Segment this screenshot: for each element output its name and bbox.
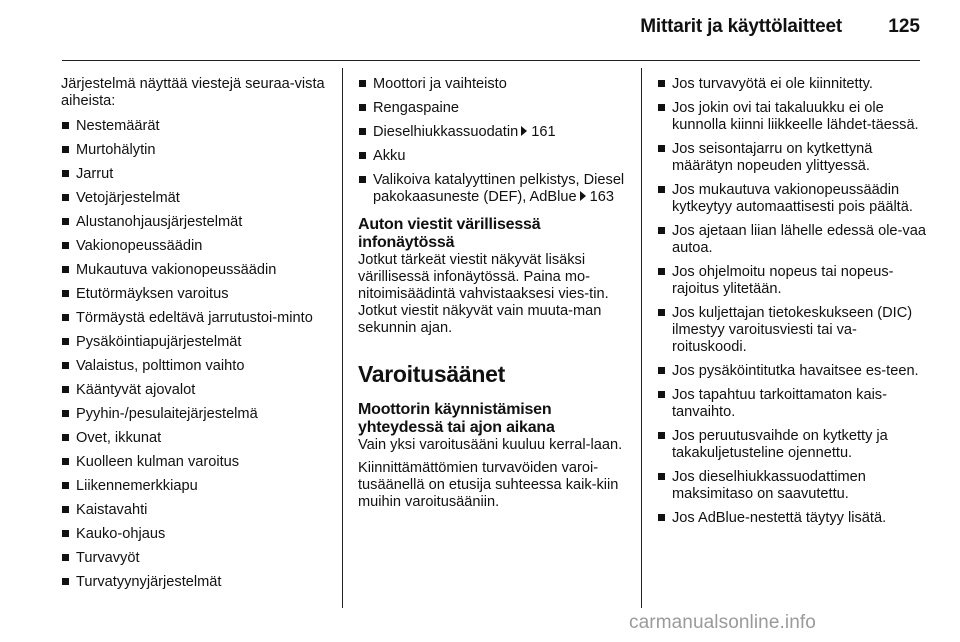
page-header [0, 0, 960, 62]
list-item: Jos mukautuva vakionopeussäädin kytkeytyy automaattisesti pois päältä. [657, 182, 927, 216]
bullet-icon [62, 170, 69, 177]
bullet-icon [62, 362, 69, 369]
page-reference-icon [580, 191, 586, 201]
list-item: Ovet, ikkunat [61, 430, 331, 447]
list-item: Etutörmäyksen varoitus [61, 286, 331, 303]
list-item: Mukautuva vakionopeussäädin [61, 262, 331, 279]
bullet-icon [62, 458, 69, 465]
list-item: Jos AdBlue-nestettä täytyy lisätä. [657, 510, 927, 527]
bullet-icon [62, 554, 69, 561]
section-heading: Varoitusäänet [358, 361, 505, 387]
list-item: Vetojärjestelmät [61, 190, 331, 207]
watermark: carmanualsonline.info [629, 612, 816, 633]
paragraph: Vain yksi varoitusääni kuuluu kerral-laan. [358, 437, 623, 453]
list-item: Vakionopeussäädin [61, 238, 331, 255]
bullet-icon [658, 104, 665, 111]
bullet-icon [359, 104, 366, 111]
page-reference[interactable]: 161 [531, 124, 556, 140]
list-item: Moottori ja vaihteisto [358, 76, 633, 93]
list-item: Jos kuljettajan tietokeskukseen (DIC) ilmestyy varoitusviesti tai va-roituskoodi. [657, 305, 927, 356]
list-item: Törmäystä edeltävä jarrutustoi-minto [61, 310, 331, 327]
list-item: Jarrut [61, 166, 331, 183]
bullet-icon [359, 128, 366, 135]
bullet-icon [62, 194, 69, 201]
list-item: Valikoiva katalyyttinen pelkistys, Diesel pakokaasuneste (DEF), AdBlue 163 [358, 172, 633, 206]
list-item: Jos jokin ovi tai takaluukku ei ole kunnolla kiinni liikkeelle lähdet-täessä. [657, 100, 927, 134]
column-divider-2 [641, 68, 642, 608]
bullet-icon [658, 227, 665, 234]
list-item: Akku [358, 148, 633, 165]
list-item: Jos turvavyötä ei ole kiinnitetty. [657, 76, 927, 93]
bullet-icon [359, 80, 366, 87]
bullet-icon [359, 176, 366, 183]
sub-heading-warning-sounds: Moottorin käynnistämisen yhteydessä tai ajon aikana [358, 401, 555, 436]
list-item: Kaistavahti [61, 502, 331, 519]
bullet-icon [658, 309, 665, 316]
paragraph: Kiinnittämättömien turvavöiden varoi-tusäänellä on etusija suhteessa kaik-kiin muihin varoitusääniin. [358, 460, 619, 510]
bullet-icon [62, 122, 69, 129]
list-item: Turvavyöt [61, 550, 331, 567]
list-item: Jos seisontajarru on kytkettynä määrätyn nopeuden ylittyessä. [657, 141, 927, 175]
bullet-icon [62, 410, 69, 417]
bullet-icon [658, 80, 665, 87]
bullet-icon [658, 432, 665, 439]
list-item: Jos ajetaan liian lähelle edessä ole-vaa autoa. [657, 223, 927, 257]
list-item: Jos dieselhiukkassuodattimen maksimitaso on saavutettu. [657, 469, 927, 503]
paragraph: Jotkut tärkeät viestit näkyvät lisäksi värillisessä infonäytössä. Paina mo-nitoimisäädintä vahvistaaksesi vies-tin. Jotkut viestit näkyvät vain muuta-man sekunnin ajan. [358, 252, 609, 336]
bullet-icon [658, 186, 665, 193]
list-item: Murtohälytin [61, 142, 331, 159]
list-item: Jos pysäköintitutka havaitsee es-teen. [657, 363, 927, 380]
list-item: Alustanohjausjärjestelmät [61, 214, 331, 231]
bullet-icon [359, 152, 366, 159]
bullet-icon [658, 391, 665, 398]
list-item: Pysäköintiapujärjestelmät [61, 334, 331, 351]
list-item: Nestemäärät [61, 118, 331, 135]
bullet-icon [62, 242, 69, 249]
bullet-icon [62, 434, 69, 441]
column-divider-1 [342, 68, 343, 608]
list-item: Jos ohjelmoitu nopeus tai nopeus-rajoitus ylitetään. [657, 264, 927, 298]
list-item: Liikennemerkkiapu [61, 478, 331, 495]
bullet-icon [62, 266, 69, 273]
page-reference-icon [521, 126, 527, 136]
list-item: Jos peruutusvaihde on kytketty ja takakuljetusteline ojennettu. [657, 428, 927, 462]
column-1 [61, 76, 331, 598]
bullet-icon [658, 367, 665, 374]
column-3 [657, 76, 927, 534]
bullet-icon [62, 386, 69, 393]
bullet-icon [62, 146, 69, 153]
bullet-icon [62, 218, 69, 225]
bullet-icon [62, 482, 69, 489]
bullet-icon [62, 290, 69, 297]
bullet-icon [62, 530, 69, 537]
page-title: Mittarit ja käyttölaitteet [640, 16, 842, 37]
list-item: Dieselhiukkassuodatin 161 [358, 124, 633, 141]
page-reference[interactable]: 163 [589, 189, 614, 205]
list-item: Jos tapahtuu tarkoittamaton kais-tanvaihto. [657, 387, 927, 421]
message-topic-list-continued [358, 76, 633, 206]
header-divider [62, 60, 920, 61]
bullet-icon [658, 473, 665, 480]
bullet-icon [62, 314, 69, 321]
page-number: 125 [888, 16, 920, 37]
list-item: Turvatyynyjärjestelmät [61, 574, 331, 591]
column-2 [358, 76, 633, 517]
bullet-icon [62, 578, 69, 585]
bullet-icon [658, 145, 665, 152]
bullet-icon [62, 506, 69, 513]
list-item: Kääntyvät ajovalot [61, 382, 331, 399]
bullet-icon [62, 338, 69, 345]
bullet-icon [658, 514, 665, 521]
list-item: Kuolleen kulman varoitus [61, 454, 331, 471]
list-item: Kauko-ohjaus [61, 526, 331, 543]
bullet-icon [658, 268, 665, 275]
sub-heading-color-display: Auton viestit värillisessä infonäytössä [358, 216, 541, 251]
message-topic-list [61, 118, 331, 591]
warning-condition-list [657, 76, 927, 527]
list-item: Rengaspaine [358, 100, 633, 117]
list-item: Pyyhin-/pesulaitejärjestelmä [61, 406, 331, 423]
intro-text: Järjestelmä näyttää viestejä seuraa-vista aiheista: [61, 76, 325, 109]
list-item: Valaistus, polttimon vaihto [61, 358, 331, 375]
